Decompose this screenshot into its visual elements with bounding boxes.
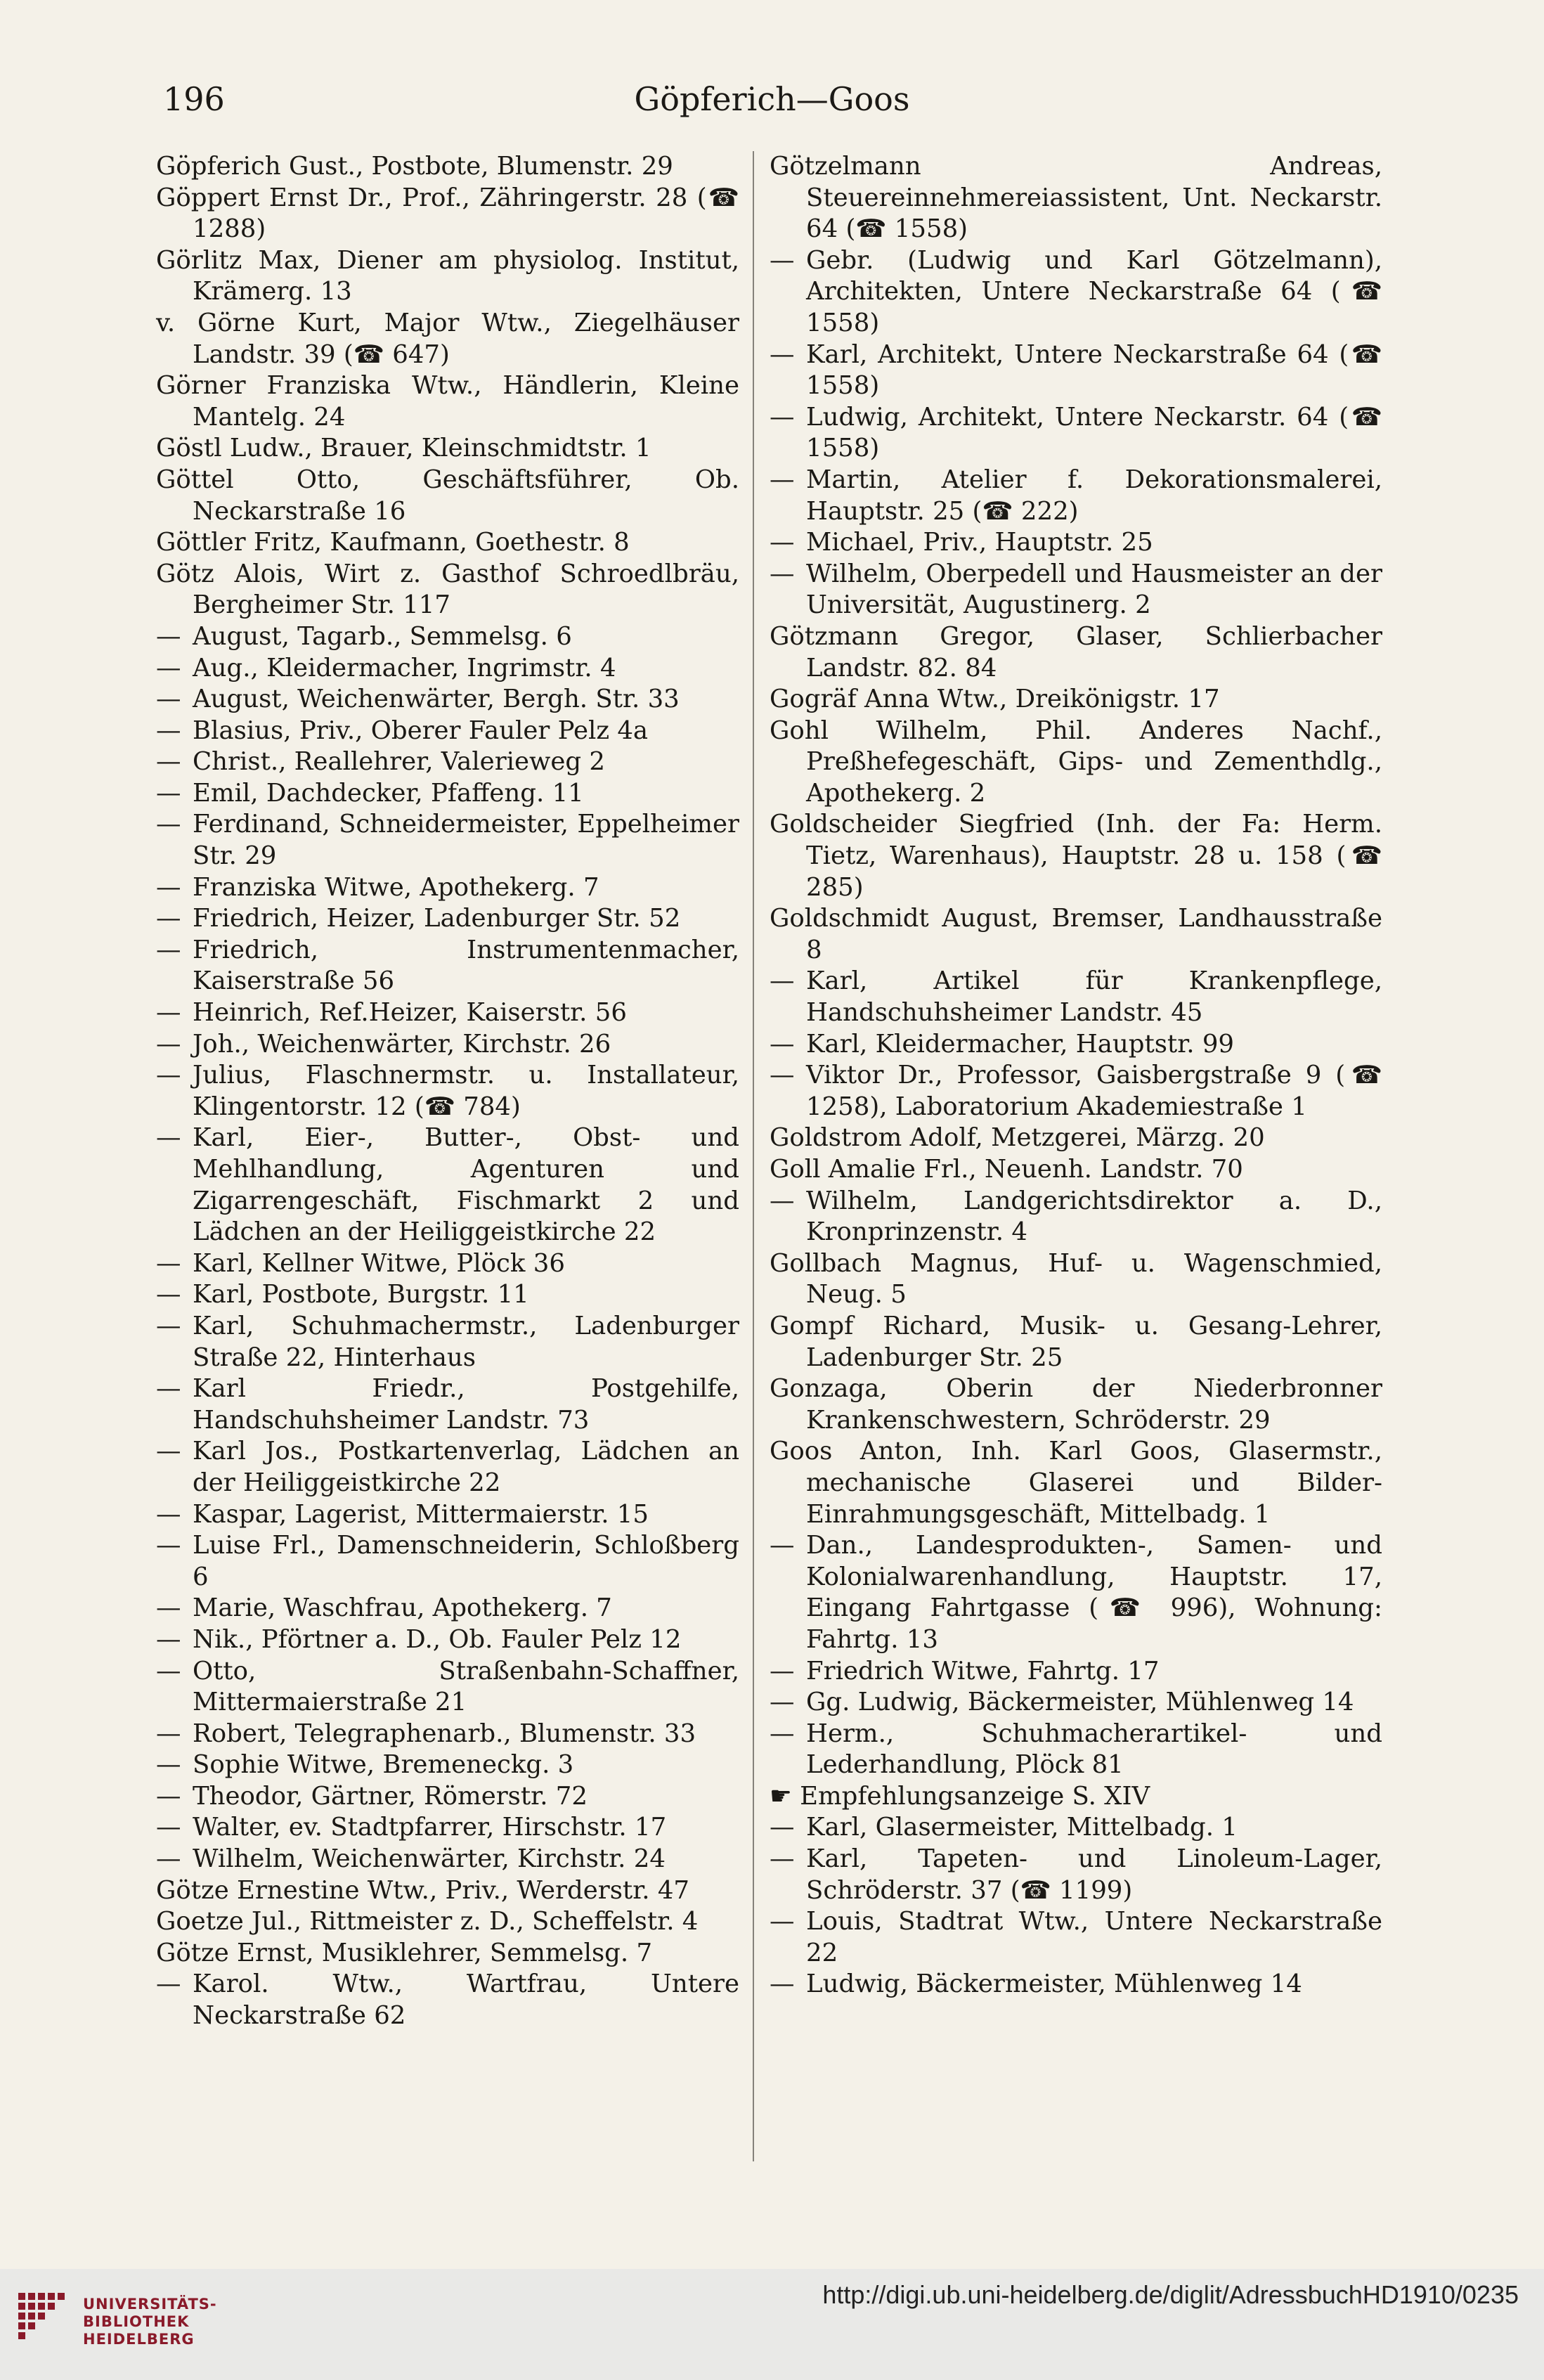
- entry-text: Aug., Kleidermacher, Ingrimstr. 4: [193, 653, 616, 683]
- entry-text: August, Weichenwärter, Bergh. Str. 33: [193, 685, 680, 714]
- entry-text: Joh., Weichenwärter, Kirchstr. 26: [193, 1029, 611, 1059]
- entry-text: v. Görne Kurt, Major Wtw., Ziegelhäuser Landstr. 39 (☎ 647): [156, 308, 748, 369]
- entry-text: Walter, ev. Stadtpfarrer, Hirschstr. 17: [193, 1813, 667, 1842]
- entry-text: Karl, Tapeten- und Linoleum-Lager, Schröderstr. 37 (☎ 1199): [806, 1844, 1391, 1905]
- left-directory-entry: [156, 1781, 739, 1813]
- left-directory-entry: [156, 1279, 739, 1311]
- entry-text: Wilhelm, Weichenwärter, Kirchstr. 24: [193, 1844, 666, 1874]
- left-directory-entry: [156, 1750, 739, 1781]
- entry-text: Goos Anton, Inh. Karl Goos, Glasermstr., mechanische Glaserei und Bilder-Einrahmungsgeschäft, Mittelbadg. 1: [770, 1437, 1391, 1529]
- ditto-dash: —: [156, 653, 181, 683]
- entry-text: Heinrich, Ref.Heizer, Kaiserstr. 56: [193, 998, 627, 1028]
- left-directory-entry: [156, 1436, 748, 1499]
- ditto-dash: —: [156, 1248, 181, 1278]
- left-directory-entry: [156, 1029, 739, 1061]
- right-directory-entry: [770, 966, 1391, 1028]
- left-directory-entry: [156, 746, 739, 778]
- ditto-dash: —: [156, 1813, 181, 1842]
- entry-text: Götzelmann Andreas, Steuereinnehmereiassistent, Unt. Neckarstr. 64 (☎ 1558): [770, 152, 1391, 244]
- entry-text: Goldschmidt August, Bremser, Landhausstraße 8: [770, 904, 1391, 964]
- right-directory-entry: [770, 1436, 1391, 1530]
- entry-text: Gollbach Magnus, Huf- u. Wagenschmied, Neug. 5: [770, 1248, 1391, 1309]
- ditto-dash: —: [770, 1656, 795, 1686]
- logo-line-1: UNIVERSITÄTS-: [83, 2296, 217, 2313]
- entry-text: ☛ Empfehlungsanzeige S. XIV: [770, 1781, 1150, 1811]
- ditto-dash: —: [156, 747, 181, 777]
- right-directory-entry: [770, 621, 1391, 684]
- left-directory-entry: [156, 621, 739, 653]
- right-directory-entry: [770, 245, 1391, 339]
- entry-text: Wilhelm, Oberpedell und Hausmeister an der Universität, Augustinerg. 2: [806, 559, 1391, 620]
- column-divider: [753, 151, 754, 2161]
- entry-text: Julius, Flaschnermstr. u. Installateur, Klingentorstr. 12 (☎ 784): [193, 1061, 748, 1121]
- right-directory-entry: [770, 1123, 1382, 1154]
- entry-text: Sophie Witwe, Bremeneckg. 3: [193, 1750, 574, 1780]
- left-directory-entry: [156, 433, 739, 465]
- entry-text: Emil, Dachdecker, Pfaffeng. 11: [193, 778, 584, 808]
- ditto-dash: —: [770, 402, 795, 432]
- ditto-dash: —: [156, 716, 181, 745]
- ditto-dash: —: [156, 1437, 181, 1466]
- left-directory-entry: [156, 1906, 739, 1938]
- entry-text: Karl Friedr., Postgehilfe, Handschuhsheimer Landstr. 73: [193, 1374, 748, 1435]
- entry-text: Marie, Waschfrau, Apothekerg. 7: [193, 1593, 612, 1623]
- right-directory-entry: [770, 1906, 1391, 1969]
- ditto-dash: —: [156, 1123, 181, 1153]
- left-directory-entry: [156, 653, 739, 685]
- right-directory-entry: [770, 1530, 1391, 1655]
- right-directory-entry: [770, 402, 1391, 465]
- entry-text: Karl, Artikel für Krankenpflege, Handschuhsheimer Landstr. 45: [806, 966, 1391, 1028]
- left-directory-entry: [156, 1844, 739, 1875]
- entry-text: Göttler Fritz, Kaufmann, Goethestr. 8: [156, 528, 630, 557]
- ditto-dash: —: [770, 528, 795, 557]
- left-directory-entry: [156, 308, 748, 370]
- left-directory-entry: [156, 245, 748, 308]
- entry-text: Christ., Reallehrer, Valerieweg 2: [193, 747, 606, 777]
- left-directory-entry: [156, 1530, 748, 1593]
- right-directory-entry: [770, 1186, 1391, 1248]
- right-directory-entry: [770, 559, 1391, 621]
- entry-text: Luise Frl., Damenschneiderin, Schloßberg 6: [193, 1531, 748, 1591]
- logo-line-2: BIBLIOTHEK: [83, 2313, 190, 2330]
- left-directory-entry: [156, 716, 739, 747]
- entry-text: Görner Franziska Wtw., Händlerin, Kleine Mantelg. 24: [156, 371, 748, 432]
- left-directory-entry: [156, 935, 748, 997]
- left-directory-entry: [156, 465, 748, 527]
- ditto-dash: —: [156, 1719, 181, 1748]
- right-directory-entry: [770, 1812, 1382, 1844]
- ditto-dash: —: [156, 1970, 181, 1999]
- entry-text: Gg. Ludwig, Bäckermeister, Mühlenweg 14: [806, 1688, 1354, 1717]
- left-directory-entry: [156, 559, 748, 621]
- ditto-dash: —: [156, 1656, 181, 1686]
- left-directory-entry: [156, 370, 748, 433]
- right-directory-entry: [770, 1060, 1391, 1123]
- entry-text: Gonzaga, Oberin der Niederbronner Krankenschwestern, Schröderstr. 29: [770, 1374, 1391, 1435]
- left-directory-entry: [156, 1938, 739, 1970]
- entry-text: Michael, Priv., Hauptstr. 25: [806, 528, 1153, 557]
- entry-text: Göstl Ludw., Brauer, Kleinschmidtstr. 1: [156, 434, 651, 463]
- ditto-dash: —: [156, 1750, 181, 1780]
- left-directory-entry: [156, 1499, 739, 1531]
- entry-text: Göttel Otto, Geschäftsführer, Ob. Neckarstraße 16: [156, 465, 748, 526]
- ditto-dash: —: [156, 1844, 181, 1874]
- left-directory-entry: [156, 1123, 748, 1248]
- right-directory-entry: [770, 1373, 1391, 1436]
- right-directory-entry: [770, 1781, 1382, 1813]
- ditto-dash: —: [770, 1907, 795, 1936]
- entry-text: Ferdinand, Schneidermeister, Eppelheimer Str. 29: [193, 810, 748, 871]
- entry-text: Franziska Witwe, Apothekerg. 7: [193, 872, 599, 902]
- entry-text: Wilhelm, Landgerichtsdirektor a. D., Kronprinzenstr. 4: [806, 1186, 1391, 1247]
- entry-text: Viktor Dr., Professor, Gaisbergstraße 9 (☎ 1258), Laboratorium Akademiestraße 1: [806, 1061, 1391, 1121]
- ditto-dash: —: [770, 559, 795, 588]
- left-directory-entry: [156, 527, 739, 559]
- ditto-dash: —: [156, 872, 181, 902]
- entry-text: Karl, Kellner Witwe, Plöck 36: [193, 1248, 565, 1278]
- left-directory-entry: [156, 1624, 739, 1656]
- right-column: [770, 151, 1391, 2175]
- entry-text: Gohl Wilhelm, Phil. Anderes Nachf., Preßhefegeschäft, Gips- und Zementhdlg., Apothekerg. 2: [770, 716, 1391, 808]
- right-directory-entry: [770, 1656, 1382, 1688]
- left-directory-entry: [156, 1593, 739, 1624]
- ditto-dash: —: [156, 1061, 181, 1090]
- right-directory-entry: [770, 465, 1391, 527]
- entry-text: Goetze Jul., Rittmeister z. D., Scheffelstr. 4: [156, 1907, 699, 1936]
- left-directory-entry: [156, 1875, 739, 1907]
- ditto-dash: —: [770, 1029, 795, 1059]
- entry-text: Ludwig, Architekt, Untere Neckarstr. 64 (☎ 1558): [806, 402, 1391, 463]
- library-logo-text: [83, 2296, 217, 2348]
- entry-text: Götze Ernst, Musiklehrer, Semmelsg. 7: [156, 1938, 653, 1967]
- entry-text: Theodor, Gärtner, Römerstr. 72: [193, 1781, 588, 1811]
- left-directory-entry: [156, 1311, 748, 1373]
- entry-text: Göpferich Gust., Postbote, Blumenstr. 29: [156, 152, 673, 181]
- entry-text: Karl, Kleidermacher, Hauptstr. 99: [806, 1029, 1235, 1059]
- entry-text: Friedrich, Instrumentenmacher, Kaiserstraße 56: [193, 935, 748, 996]
- ditto-dash: —: [156, 1374, 181, 1404]
- entry-text: Blasius, Priv., Oberer Fauler Pelz 4a: [193, 716, 649, 745]
- entry-text: Gompf Richard, Musik- u. Gesang-Lehrer, Ladenburger Str. 25: [770, 1311, 1391, 1372]
- right-directory-entry: [770, 339, 1391, 402]
- ditto-dash: —: [156, 1280, 181, 1309]
- ditto-dash: —: [770, 1719, 795, 1748]
- right-directory-entry: [770, 1844, 1391, 1906]
- right-directory-entry: [770, 809, 1391, 903]
- ditto-dash: —: [770, 966, 795, 996]
- page-header: [0, 76, 1544, 125]
- left-directory-entry: [156, 1060, 748, 1123]
- right-directory-entry: [770, 716, 1391, 810]
- left-directory-entry: [156, 1656, 748, 1719]
- entry-text: Louis, Stadtrat Wtw., Untere Neckarstraße 22: [806, 1907, 1391, 1967]
- entry-text: Götze Ernestine Wtw., Priv., Werderstr. 47: [156, 1875, 690, 1905]
- right-directory-entry: [770, 684, 1382, 716]
- ditto-dash: —: [156, 685, 181, 714]
- ditto-dash: —: [156, 998, 181, 1028]
- left-directory-entry: [156, 1969, 748, 2031]
- entry-text: Friedrich Witwe, Fahrtg. 17: [806, 1656, 1160, 1686]
- ditto-dash: —: [156, 1781, 181, 1811]
- entry-text: Nik., Pförtner a. D., Ob. Fauler Pelz 12: [193, 1624, 682, 1654]
- right-directory-entry: [770, 1248, 1391, 1311]
- entry-text: Gogräf Anna Wtw., Dreikönigstr. 17: [770, 685, 1220, 714]
- left-directory-entry: [156, 1248, 739, 1280]
- left-directory-entry: [156, 872, 739, 904]
- ditto-dash: —: [156, 904, 181, 933]
- left-directory-entry: [156, 997, 739, 1029]
- entry-text: Herm., Schuhmacherartikel- und Lederhandlung, Plöck 81: [806, 1719, 1391, 1780]
- left-directory-entry: [156, 1373, 748, 1436]
- entry-text: Karl, Postbote, Burgstr. 11: [193, 1280, 529, 1309]
- entry-text: Goldstrom Adolf, Metzgerei, Märzg. 20: [770, 1123, 1265, 1153]
- ditto-dash: —: [156, 1624, 181, 1654]
- entry-text: Götz Alois, Wirt z. Gasthof Schroedlbräu, Bergheimer Str. 117: [156, 559, 748, 620]
- right-directory-entry: [770, 527, 1382, 559]
- entry-text: Kaspar, Lagerist, Mittermaierstr. 15: [193, 1499, 649, 1529]
- ditto-dash: —: [156, 1499, 181, 1529]
- right-directory-entry: [770, 151, 1391, 245]
- source-url-link[interactable]: http://digi.ub.uni-heidelberg.de/diglit/AdressbuchHD1910/0235: [822, 2280, 1519, 2309]
- entry-text: Karol. Wtw., Wartfrau, Untere Neckarstraße 62: [193, 1970, 748, 2031]
- entry-text: Götzmann Gregor, Glaser, Schlierbacher Landstr. 82. 84: [770, 621, 1391, 683]
- viewer-footer: [0, 2269, 1544, 2380]
- ditto-dash: —: [156, 1311, 181, 1340]
- left-directory-entry: [156, 778, 739, 810]
- entry-text: August, Tagarb., Semmelsg. 6: [193, 621, 572, 651]
- ditto-dash: —: [770, 1844, 795, 1874]
- left-directory-entry: [156, 684, 739, 716]
- ditto-dash: —: [770, 245, 795, 275]
- entry-text: Dan., Landesprodukten-, Samen- und Kolonialwarenhandlung, Hauptstr. 17, Eingang Fahrtgasse (☎ 996), Wohnung: Fahrtg. 13: [806, 1531, 1391, 1654]
- entry-text: Friedrich, Heizer, Ladenburger Str. 52: [193, 904, 681, 933]
- ditto-dash: —: [770, 1688, 795, 1717]
- right-directory-entry: [770, 1687, 1382, 1719]
- ditto-dash: —: [156, 778, 181, 808]
- left-directory-entry: [156, 183, 748, 245]
- entry-text: Goll Amalie Frl., Neuenh. Landstr. 70: [770, 1155, 1243, 1184]
- entry-text: Karl, Glasermeister, Mittelbadg. 1: [806, 1813, 1238, 1842]
- entry-text: Karl, Eier-, Butter-, Obst- und Mehlhandlung, Agenturen und Zigarrengeschäft, Fischmarkt 2 und Lädchen an der Heiliggeistkirche 22: [193, 1123, 748, 1247]
- right-directory-entry: [770, 1154, 1382, 1186]
- entry-text: Ludwig, Bäckermeister, Mühlenweg 14: [806, 1970, 1302, 1999]
- ditto-dash: —: [770, 1531, 795, 1560]
- right-directory-entry: [770, 1311, 1391, 1373]
- ditto-dash: —: [770, 1970, 795, 1999]
- right-directory-entry: [770, 1969, 1382, 2000]
- left-directory-entry: [156, 1719, 739, 1750]
- left-directory-entry: [156, 1812, 739, 1844]
- ditto-dash: —: [156, 935, 181, 964]
- ditto-dash: —: [770, 339, 795, 369]
- ditto-dash: —: [156, 1029, 181, 1059]
- ditto-dash: —: [770, 465, 795, 494]
- running-head: Göpferich—Goos: [634, 80, 910, 118]
- entry-text: Göppert Ernst Dr., Prof., Zähringerstr. 28 (☎ 1288): [156, 183, 748, 244]
- entry-text: Karl Jos., Postkartenverlag, Lädchen an der Heiliggeistkirche 22: [193, 1437, 748, 1497]
- entry-text: Robert, Telegraphenarb., Blumenstr. 33: [193, 1719, 696, 1748]
- entry-text: Gebr. (Ludwig und Karl Götzelmann), Architekten, Untere Neckarstraße 64 (☎ 1558): [806, 245, 1391, 337]
- left-directory-entry: [156, 903, 739, 935]
- right-directory-entry: [770, 1029, 1382, 1061]
- entry-text: Otto, Straßenbahn-Schaffner, Mittermaierstraße 21: [193, 1656, 748, 1717]
- page-number: 196: [163, 80, 225, 118]
- left-directory-entry: [156, 809, 748, 872]
- right-directory-entry: [770, 1719, 1391, 1781]
- entry-text: Goldscheider Siegfried (Inh. der Fa: Herm. Tietz, Warenhaus), Hauptstr. 28 u. 158 (☎ 285): [770, 810, 1391, 902]
- entry-text: Karl, Architekt, Untere Neckarstraße 64 (☎ 1558): [806, 339, 1391, 401]
- ditto-dash: —: [770, 1061, 795, 1090]
- entry-text: Karl, Schuhmachermstr., Ladenburger Straße 22, Hinterhaus: [193, 1311, 748, 1372]
- entry-text: Görlitz Max, Diener am physiolog. Institut, Krämerg. 13: [156, 245, 748, 306]
- left-directory-entry: [156, 151, 739, 183]
- ditto-dash: —: [156, 1593, 181, 1623]
- entry-text: Martin, Atelier f. Dekorationsmalerei, Hauptstr. 25 (☎ 222): [806, 465, 1391, 526]
- left-column: [156, 151, 748, 2175]
- ditto-dash: —: [156, 621, 181, 651]
- ditto-dash: —: [770, 1186, 795, 1215]
- ditto-dash: —: [156, 1531, 181, 1560]
- ditto-dash: —: [156, 810, 181, 839]
- ditto-dash: —: [770, 1813, 795, 1842]
- library-logo-icon: [15, 2290, 70, 2346]
- logo-line-3: HEIDELBERG: [83, 2331, 195, 2348]
- right-directory-entry: [770, 903, 1391, 966]
